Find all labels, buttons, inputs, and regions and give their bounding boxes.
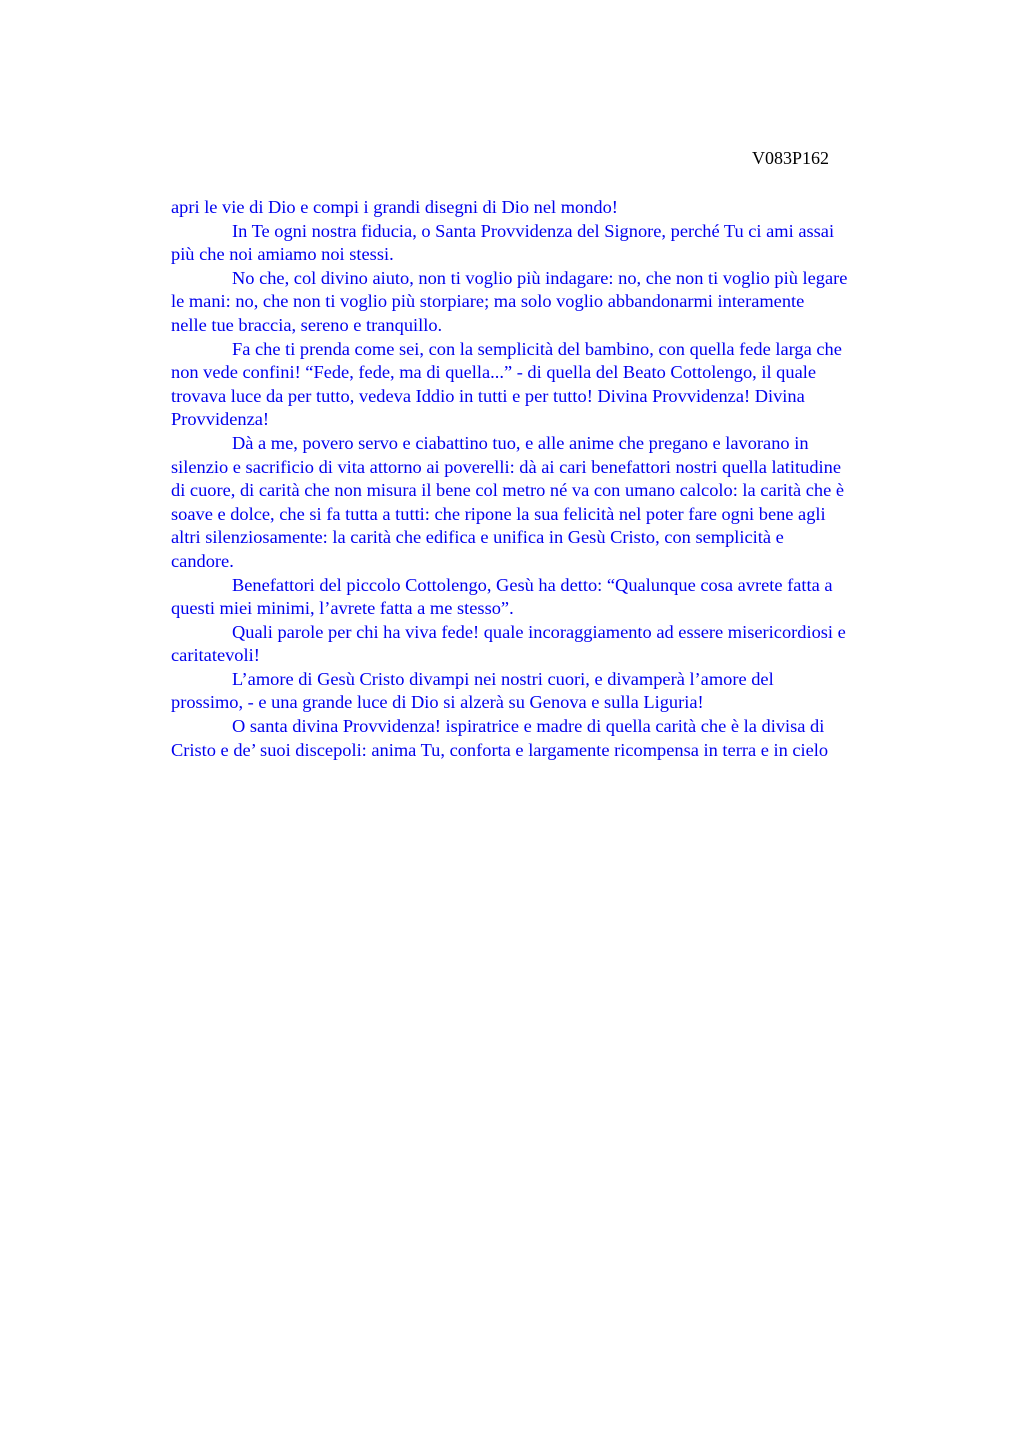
body-text xyxy=(171,196,933,762)
text-line: le mani: no, che non ti voglio più storpiare; ma solo voglio abbandonarmi interamente xyxy=(171,291,805,312)
text-line: candore. xyxy=(171,550,234,571)
text-line: soave e dolce, che si fa tutta a tutti: che ripone la sua felicità nel poter fare ogni bene agli xyxy=(171,503,826,524)
text-line: Dà a me, povero servo e ciabattino tuo, e alle anime che pregano e lavorano in xyxy=(232,432,809,453)
page-identifier: V083P162 xyxy=(752,148,830,168)
text-line: Benefattori del piccolo Cottolengo, Gesù ha detto: “Qualunque cosa avrete fatta a xyxy=(232,574,833,595)
text-line: In Te ogni nostra fiducia, o Santa Provvidenza del Signore, perché Tu ci ami assai xyxy=(232,220,835,241)
text-line: prossimo, - e una grande luce di Dio si alzerà su Genova e sulla Liguria! xyxy=(171,692,704,713)
text-line: O santa divina Provvidenza! ispiratrice e madre di quella carità che è la divisa di xyxy=(232,716,825,737)
text-line: nelle tue braccia, sereno e tranquillo. xyxy=(171,314,443,335)
text-line: apri le vie di Dio e compi i grandi disegni di Dio nel mondo! xyxy=(171,197,618,217)
text-line: altri silenziosamente: la carità che edifica e unifica in Gesù Cristo, con semplicità e xyxy=(171,527,784,548)
text-line: Cristo e de’ suoi discepoli: anima Tu, conforta e largamente ricompensa in terra e in cielo xyxy=(171,739,829,760)
text-line: non vede confini! “Fede, fede, ma di quella...” - di quella del Beato Cottolengo, il quale xyxy=(171,362,817,383)
text-line: silenzio e sacrificio di vita attorno ai poverelli: dà ai cari benefattori nostri quella latitudine xyxy=(171,456,841,477)
text-line: più che noi amiamo noi stessi. xyxy=(171,244,394,265)
text-line: No che, col divino aiuto, non ti voglio più indagare: no, che non ti voglio più legare xyxy=(232,267,848,288)
text-line: trovava luce da per tutto, vedeva Iddio in tutti e per tutto! Divina Provvidenza! Divina xyxy=(171,385,805,406)
text-line: di cuore, di carità che non misura il bene col metro né va con umano calcolo: la carità che è xyxy=(171,480,845,501)
text-line: caritatevoli! xyxy=(171,645,260,666)
text-line: L’amore di Gesù Cristo divampi nei nostri cuori, e divamperà l’amore del xyxy=(232,668,774,689)
text-line: questi miei minimi, l’avrete fatta a me stesso”. xyxy=(171,598,514,619)
text-line: Fa che ti prenda come sei, con la semplicità del bambino, con quella fede larga che xyxy=(232,338,842,359)
text-line: Provvidenza! xyxy=(171,409,270,430)
text-line: Quali parole per chi ha viva fede! quale incoraggiamento ad essere misericordiosi e xyxy=(232,621,846,642)
